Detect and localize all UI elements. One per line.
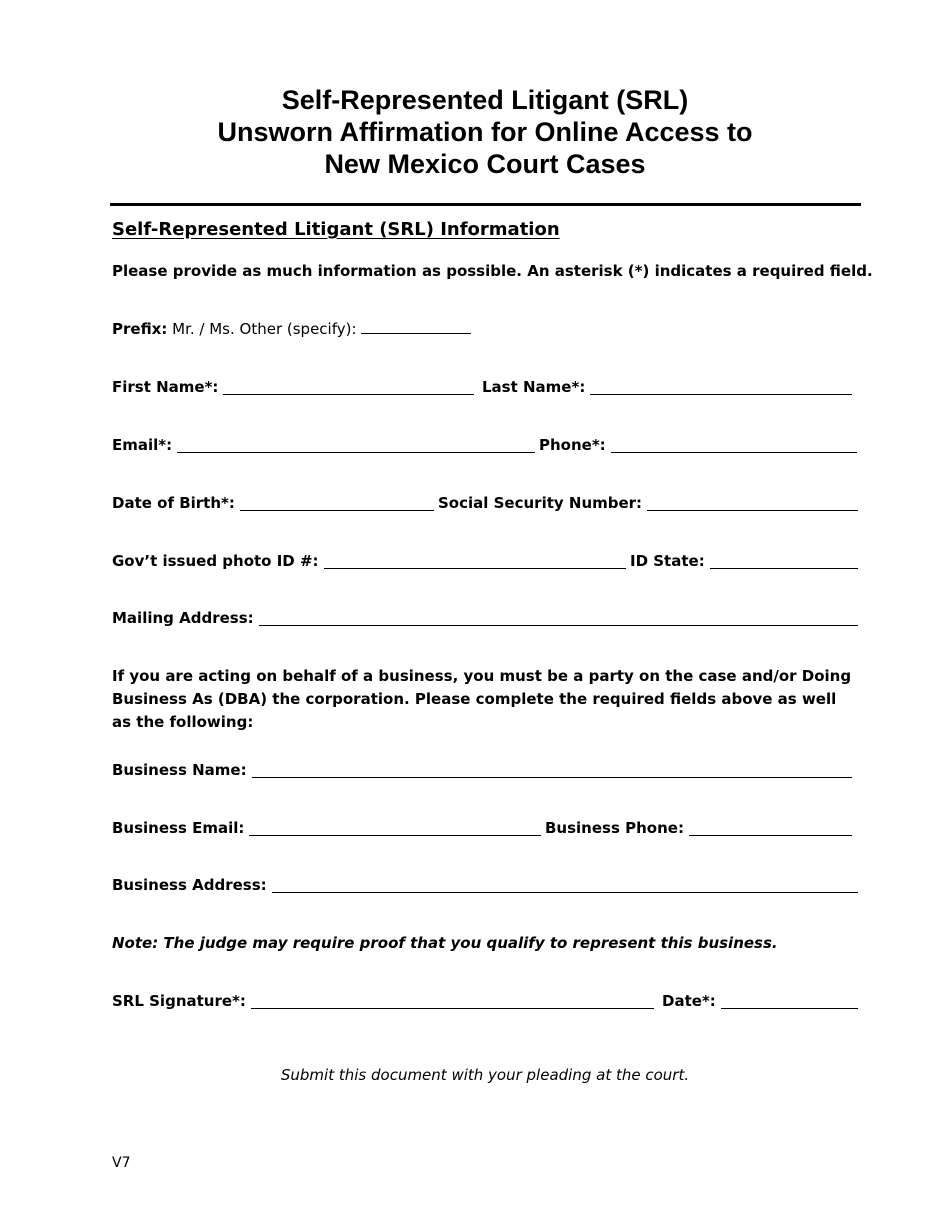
business-address-label: Business Address:: [112, 876, 267, 894]
ssn-field: [438, 493, 858, 513]
date-label: Date*:: [662, 992, 716, 1010]
business-phone-field: [545, 818, 852, 838]
first-name-field: [112, 377, 474, 397]
last-name-blank[interactable]: [590, 380, 852, 395]
last-name-label: Last Name*:: [482, 378, 586, 396]
signature-field: [112, 991, 654, 1011]
signature-blank[interactable]: [251, 994, 654, 1009]
dob-label: Date of Birth*:: [112, 494, 235, 512]
first-name-label: First Name*:: [112, 378, 219, 396]
dob-field: [112, 493, 434, 513]
title-line-3: New Mexico Court Cases: [324, 149, 646, 179]
ssn-blank[interactable]: [647, 496, 858, 511]
email-field: [112, 435, 535, 455]
instructions: Please provide as much information as possible. An asterisk (*) indicates a required field.: [112, 262, 873, 280]
id-state-label: ID State:: [630, 552, 705, 570]
section-heading: [112, 220, 560, 240]
photo-id-field: [112, 551, 626, 571]
id-state-blank[interactable]: [710, 554, 858, 569]
title-line-2: Unsworn Affirmation for Online Access to: [217, 117, 753, 147]
mailing-address-field: [112, 608, 858, 628]
signature-label: SRL Signature*:: [112, 992, 246, 1010]
prefix-options: Mr. / Ms. Other (specify):: [172, 320, 357, 338]
date-blank[interactable]: [721, 994, 858, 1009]
version-label: V7: [112, 1155, 131, 1171]
business-name-field: [112, 760, 852, 780]
phone-blank[interactable]: [611, 438, 857, 453]
email-label: Email*:: [112, 436, 173, 454]
business-phone-label: Business Phone:: [545, 819, 684, 837]
id-state-field: [630, 551, 858, 571]
phone-field: [539, 435, 857, 455]
prefix-other-blank[interactable]: [361, 320, 471, 334]
prefix-row: [112, 319, 471, 339]
business-address-blank[interactable]: [272, 878, 858, 893]
business-name-label: Business Name:: [112, 761, 247, 779]
document-title: [110, 84, 860, 180]
business-address-field: [112, 875, 858, 895]
business-note: Note: The judge may require proof that you qualify to represent this business.: [112, 934, 778, 952]
photo-id-blank[interactable]: [324, 554, 626, 569]
section-heading-text: Self-Represented Litigant (SRL) Information: [112, 219, 560, 240]
business-instructions: If you are acting on behalf of a business, you must be a party on the case and/or Doing Business As (DBA) the corporation. Please complete the required fields above as well as the following:: [112, 667, 852, 731]
title-divider: [110, 203, 861, 206]
mailing-address-label: Mailing Address:: [112, 609, 254, 627]
title-line-1: Self-Represented Litigant (SRL): [281, 85, 689, 115]
business-email-field: [112, 818, 541, 838]
prefix-label: Prefix:: [112, 320, 168, 338]
business-phone-blank[interactable]: [689, 821, 852, 836]
business-email-label: Business Email:: [112, 819, 245, 837]
business-name-blank[interactable]: [252, 763, 852, 778]
photo-id-label: Gov’t issued photo ID #:: [112, 552, 319, 570]
submit-instructions: Submit this document with your pleading at the court.: [280, 1066, 690, 1084]
business-email-blank[interactable]: [249, 821, 541, 836]
last-name-field: [482, 377, 852, 397]
date-field: [662, 991, 858, 1011]
email-blank[interactable]: [177, 438, 535, 453]
mailing-address-blank[interactable]: [259, 611, 858, 626]
phone-label: Phone*:: [539, 436, 606, 454]
ssn-label: Social Security Number:: [438, 494, 643, 512]
first-name-blank[interactable]: [223, 380, 474, 395]
dob-blank[interactable]: [240, 496, 434, 511]
